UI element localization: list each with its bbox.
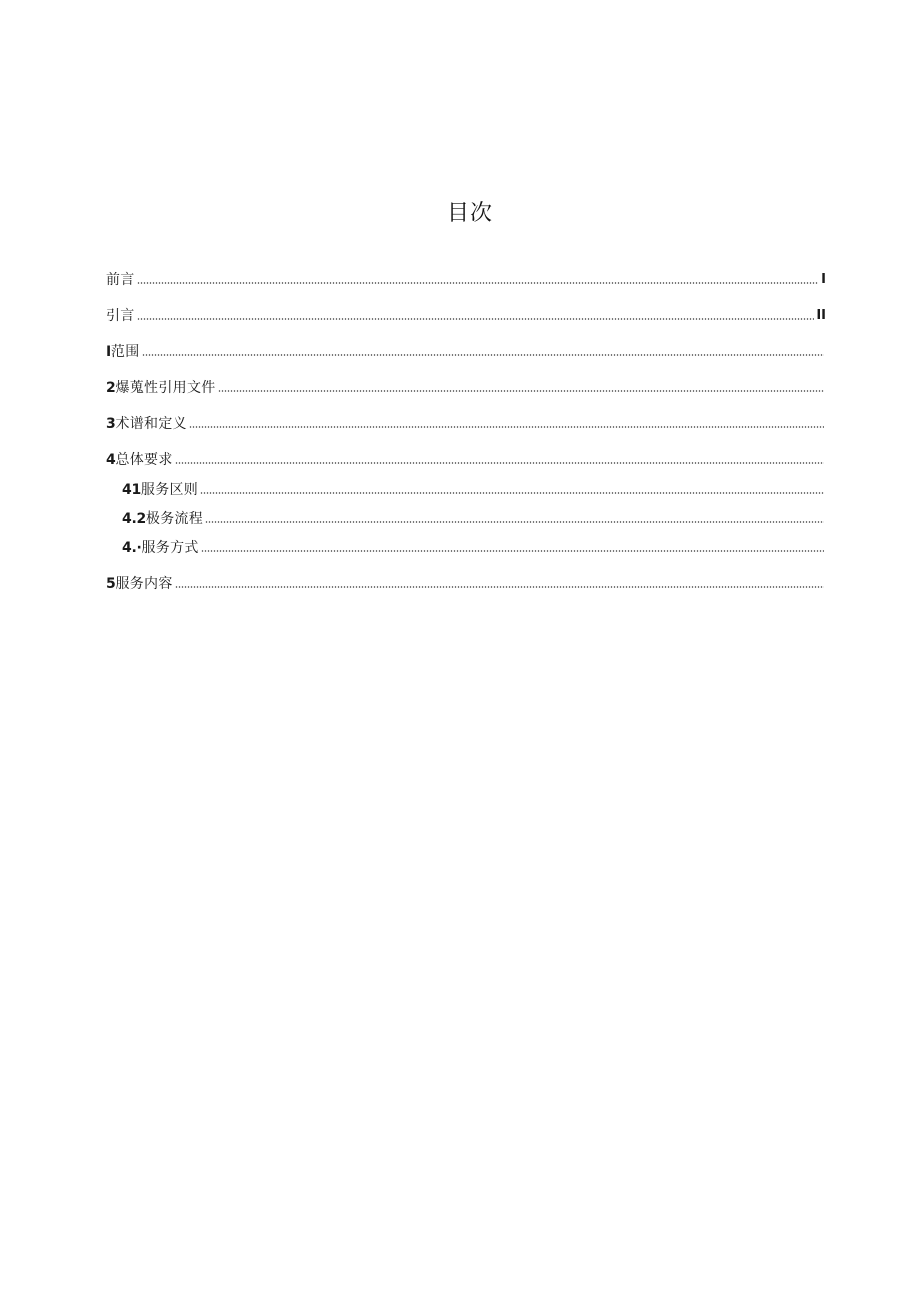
toc-entry-service-process[interactable] <box>122 509 826 529</box>
toc-entry-general-requirements[interactable] <box>106 450 826 470</box>
toc-entry-number: 4.2 <box>122 511 146 527</box>
toc-entry-foreword[interactable] <box>106 270 826 290</box>
dot-leader <box>137 316 815 322</box>
toc-entry-service-methods[interactable] <box>122 538 826 558</box>
toc-entry-number: 41 <box>122 482 141 498</box>
toc-entry-number: 4.· <box>122 540 142 556</box>
toc-entry-service-principles[interactable] <box>122 480 826 500</box>
toc-entry-page: I <box>821 272 826 287</box>
toc-entry-scope[interactable] <box>106 342 826 362</box>
dot-leader <box>218 388 824 394</box>
dot-leader <box>189 424 824 430</box>
dot-leader <box>205 519 824 525</box>
dot-leader <box>175 584 824 590</box>
toc-entry-label: 术谱和定义 <box>115 416 187 432</box>
toc-entry-label: 爆蒐性引用文件 <box>115 380 216 396</box>
toc-entry-introduction[interactable] <box>106 306 826 326</box>
toc-entry-number: 3 <box>106 416 116 432</box>
toc-entry-label: 前言 <box>106 272 135 288</box>
toc-entry-number: 2 <box>106 380 116 396</box>
toc-title: 目次 <box>446 201 493 226</box>
dot-leader <box>201 548 824 554</box>
toc-entry-label: 极务流程 <box>145 511 204 527</box>
toc-entry-label: 服务内容 <box>115 576 173 592</box>
dot-leader <box>200 490 824 496</box>
toc-entry-page: II <box>816 308 826 323</box>
toc-entry-label: 服务区则 <box>140 482 199 498</box>
toc-entry-service-content[interactable] <box>106 574 826 594</box>
dot-leader <box>142 352 824 358</box>
toc-entry-number: 5 <box>106 576 116 592</box>
dot-leader <box>175 460 824 466</box>
toc-entry-terms-definitions[interactable] <box>106 414 826 434</box>
toc-entry-label: 引言 <box>106 308 135 324</box>
toc-entry-label: 范围 <box>110 344 140 360</box>
dot-leader <box>137 280 818 286</box>
toc-entry-label: 服务方式 <box>141 540 199 556</box>
toc-entry-number: I <box>106 344 111 360</box>
toc-entry-number: 4 <box>106 452 116 468</box>
toc-entry-label: 总体要求 <box>115 452 173 468</box>
toc-entry-normative-references[interactable] <box>106 378 826 398</box>
